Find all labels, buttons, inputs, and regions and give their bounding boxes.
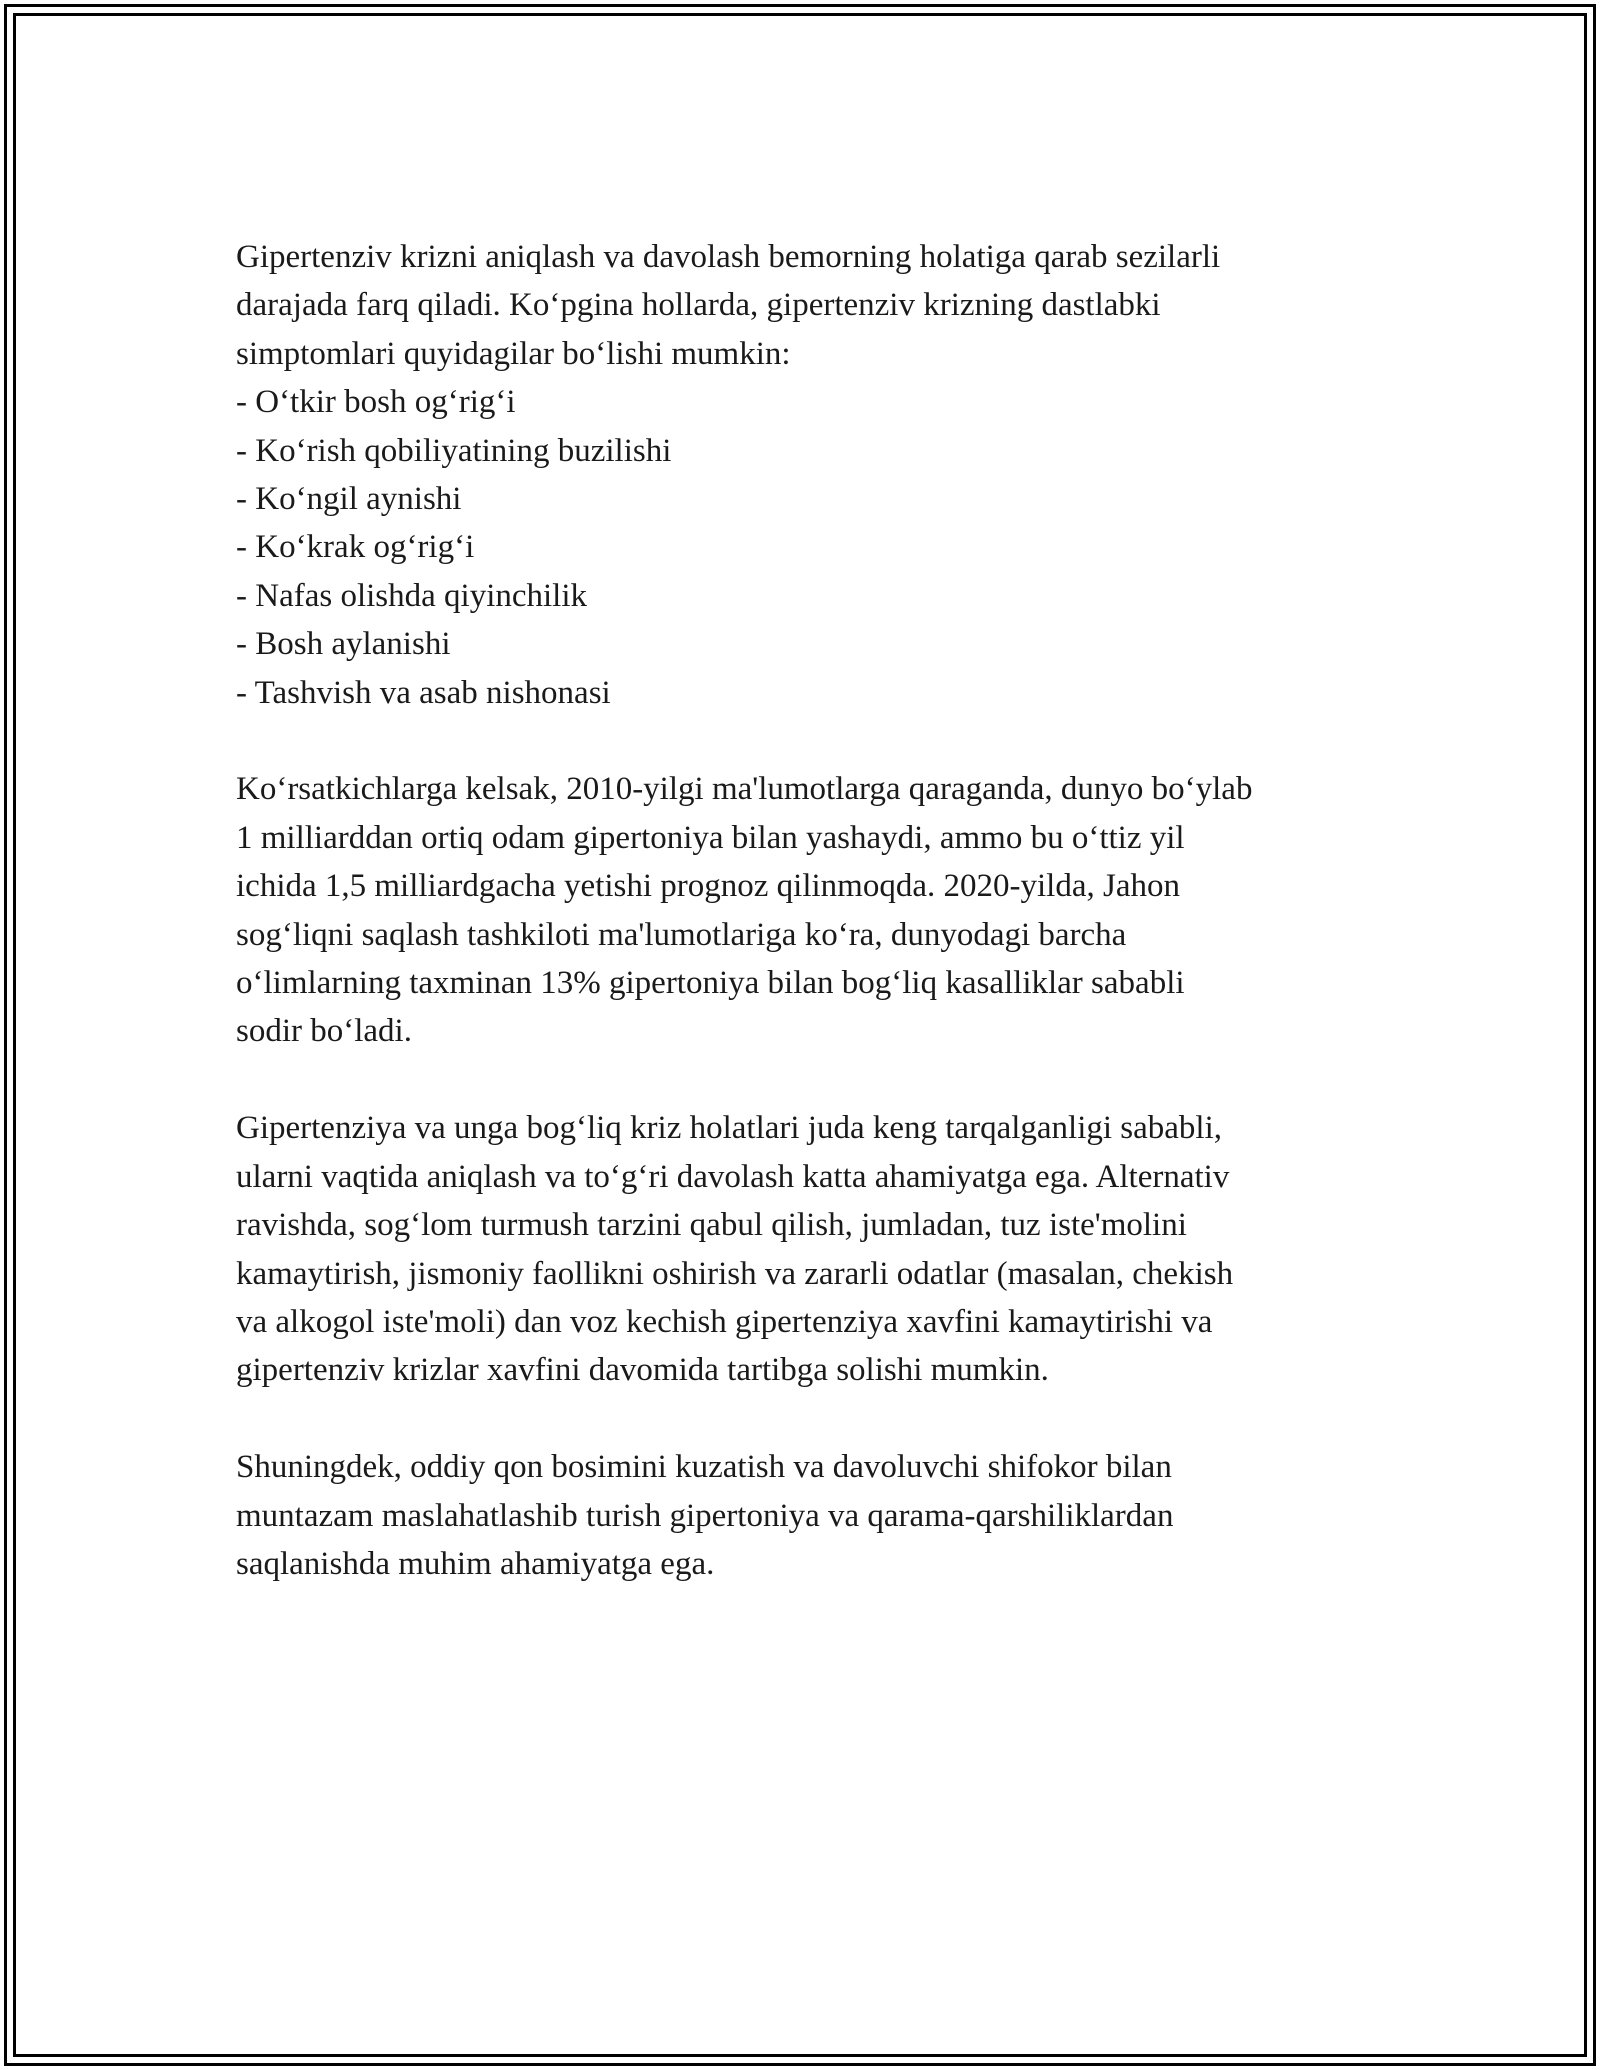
- statistics-paragraph: [236, 765, 1436, 1055]
- text-line: 1 milliarddan ortiq odam gipertoniya bilan yashaydi, ammo bu oʻttiz yil: [236, 819, 1185, 856]
- list-item: - Tashvish va asab nishonasi: [236, 674, 611, 711]
- list-item: - Bosh aylanishi: [236, 626, 451, 663]
- text-line: oʻlimlarning taxminan 13% gipertoniya bilan bogʻliq kasalliklar sababli: [236, 965, 1185, 1002]
- text-line: saqlanishda muhim ahamiyatga ega.: [236, 1545, 715, 1582]
- text-line: ularni vaqtida aniqlash va toʻgʻri davolash katta ahamiyatga ega. Alternativ: [236, 1158, 1230, 1195]
- text-line: va alkogol iste'moli) dan voz kechish gipertenziya xavfini kamaytirishi va: [236, 1303, 1213, 1340]
- list-item: - Oʻtkir bosh ogʻrigʻi: [236, 384, 516, 421]
- list-item: - Koʻngil aynishi: [236, 481, 462, 518]
- prevention-paragraph: [236, 1104, 1436, 1394]
- intro-paragraph: [236, 233, 1436, 378]
- text-line: Gipertenziya va unga bogʻliq kriz holatlari juda keng tarqalganligi sababli,: [236, 1110, 1223, 1147]
- text-line: darajada farq qiladi. Koʻpgina hollarda, gipertenziv krizning dastlabki: [236, 287, 1161, 324]
- text-line: Gipertenziv krizni aniqlash va davolash bemorning holatiga qarab sezilarli: [236, 239, 1221, 275]
- text-line: sodir boʻladi.: [236, 1013, 412, 1050]
- list-item: - Koʻkrak ogʻrigʻi: [236, 529, 475, 566]
- text-line: ravishda, sogʻlom turmush tarzini qabul qilish, jumladan, tuz iste'molini: [236, 1207, 1187, 1244]
- text-line: Koʻrsatkichlarga kelsak, 2010-yilgi ma'lumotlarga qaraganda, dunyo boʻylab: [236, 771, 1253, 808]
- text-line: kamaytirish, jismoniy faollikni oshirish va zararli odatlar (masalan, chekish: [236, 1255, 1234, 1292]
- text-line: sogʻliqni saqlash tashkiloti ma'lumotlariga koʻra, dunyodagi barcha: [236, 916, 1127, 953]
- list-item: - Koʻrish qobiliyatining buzilishi: [236, 432, 672, 469]
- monitoring-paragraph: [236, 1443, 1436, 1588]
- symptoms-list: [236, 378, 1436, 717]
- text-line: gipertenziv krizlar xavfini davomida tartibga solishi mumkin.: [236, 1352, 1049, 1389]
- text-line: simptomlari quyidagilar boʻlishi mumkin:: [236, 335, 791, 372]
- text-line: muntazam maslahatlashib turish gipertoniya va qarama-qarshiliklardan: [236, 1497, 1174, 1534]
- text-line: ichida 1,5 milliardgacha yetishi prognoz qilinmoqda. 2020-yilda, Jahon: [236, 868, 1180, 905]
- text-line: Shuningdek, oddiy qon bosimini kuzatish va davoluvchi shifokor bilan: [236, 1449, 1172, 1486]
- document-body: [236, 233, 1436, 1588]
- list-item: - Nafas olishda qiyinchilik: [236, 577, 588, 614]
